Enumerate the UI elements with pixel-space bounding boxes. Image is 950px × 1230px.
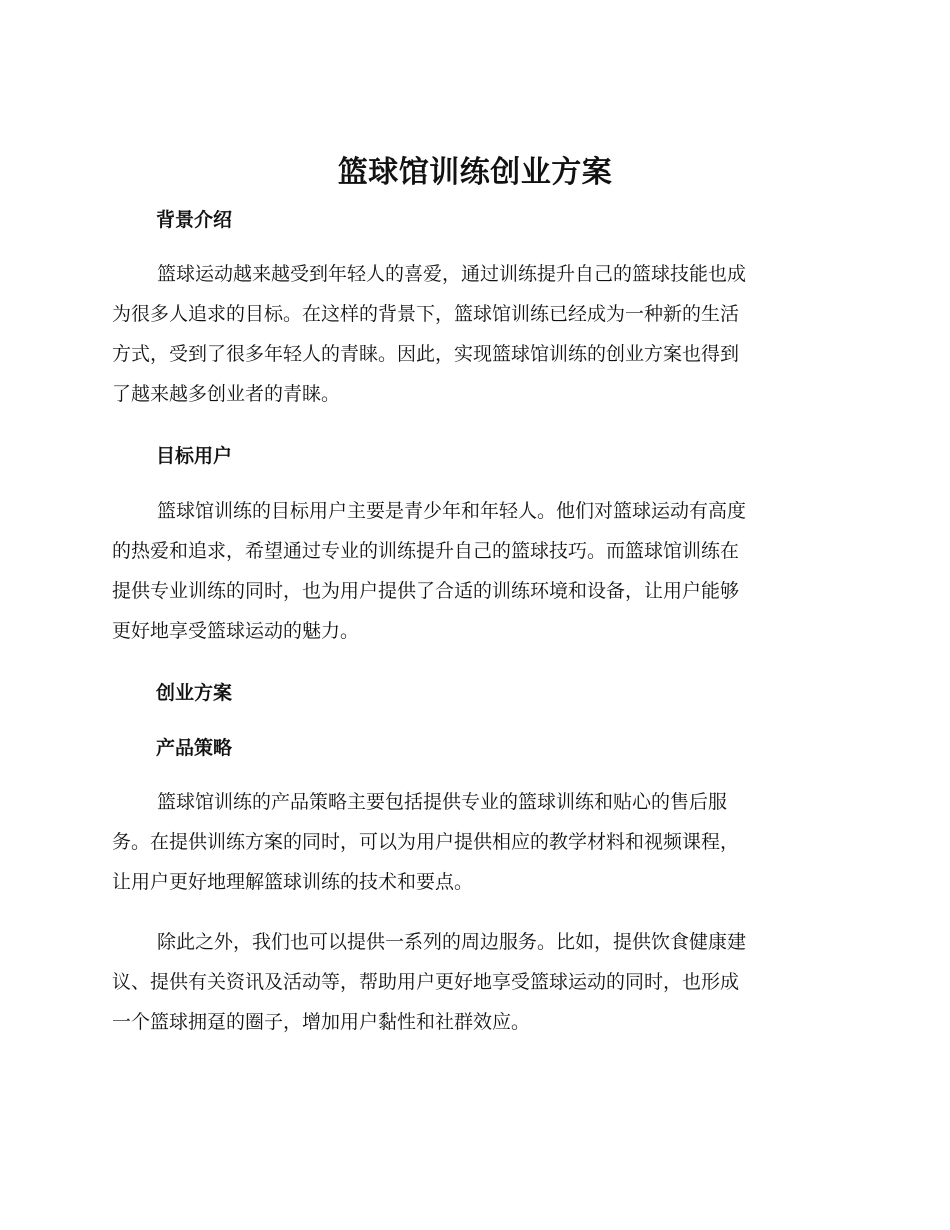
paragraph-line: 更好地享受篮球运动的魅力。: [112, 620, 360, 642]
section-heading-background: 背景介绍: [156, 209, 233, 231]
document-title: 篮球馆训练创业方案: [337, 155, 613, 190]
paragraph-target-users: [112, 491, 838, 651]
section-heading-target-users: 目标用户: [156, 445, 233, 467]
paragraph-line: 为很多人追求的目标。在这样的背景下，篮球馆训练已经成为一种新的生活: [112, 303, 740, 325]
section-heading-business-plan: 创业方案: [156, 682, 233, 704]
paragraph-line: 的热爱和追求，希望通过专业的训练提升自己的篮球技巧。而篮球馆训练在: [112, 540, 740, 562]
paragraph-line: 提供专业训练的同时，也为用户提供了合适的训练环境和设备，让用户能够: [112, 580, 740, 602]
paragraph-line: 篮球馆训练的产品策略主要包括提供专业的篮球训练和贴心的售后服: [157, 791, 728, 813]
paragraph-line: 议、提供有关资讯及活动等，帮助用户更好地享受篮球运动的同时，也形成: [112, 971, 740, 993]
paragraph-line: 篮球运动越来越受到年轻人的喜爱，通过训练提升自己的篮球技能也成: [157, 263, 747, 285]
paragraph-line: 方式，受到了很多年轻人的青睐。因此，实现篮球馆训练的创业方案也得到: [112, 343, 740, 365]
paragraph-product-strategy: [112, 782, 838, 902]
paragraph-line: 让用户更好地理解篮球训练的技术和要点。: [112, 871, 474, 893]
paragraph-line: 除此之外，我们也可以提供一系列的周边服务。比如，提供饮食健康建: [157, 931, 747, 953]
paragraph-background: [112, 254, 838, 414]
paragraph-line: 了越来越多创业者的青睐。: [112, 383, 341, 405]
paragraph-line: 一个篮球拥趸的圈子，增加用户黏性和社群效应。: [112, 1011, 531, 1033]
section-heading-product-strategy: 产品策略: [156, 737, 233, 759]
paragraph-line: 篮球馆训练的目标用户主要是青少年和年轻人。他们对篮球运动有高度: [157, 500, 747, 522]
paragraph-peripheral-services: [112, 922, 838, 1042]
paragraph-line: 务。在提供训练方案的同时，可以为用户提供相应的教学材料和视频课程，: [112, 831, 740, 853]
